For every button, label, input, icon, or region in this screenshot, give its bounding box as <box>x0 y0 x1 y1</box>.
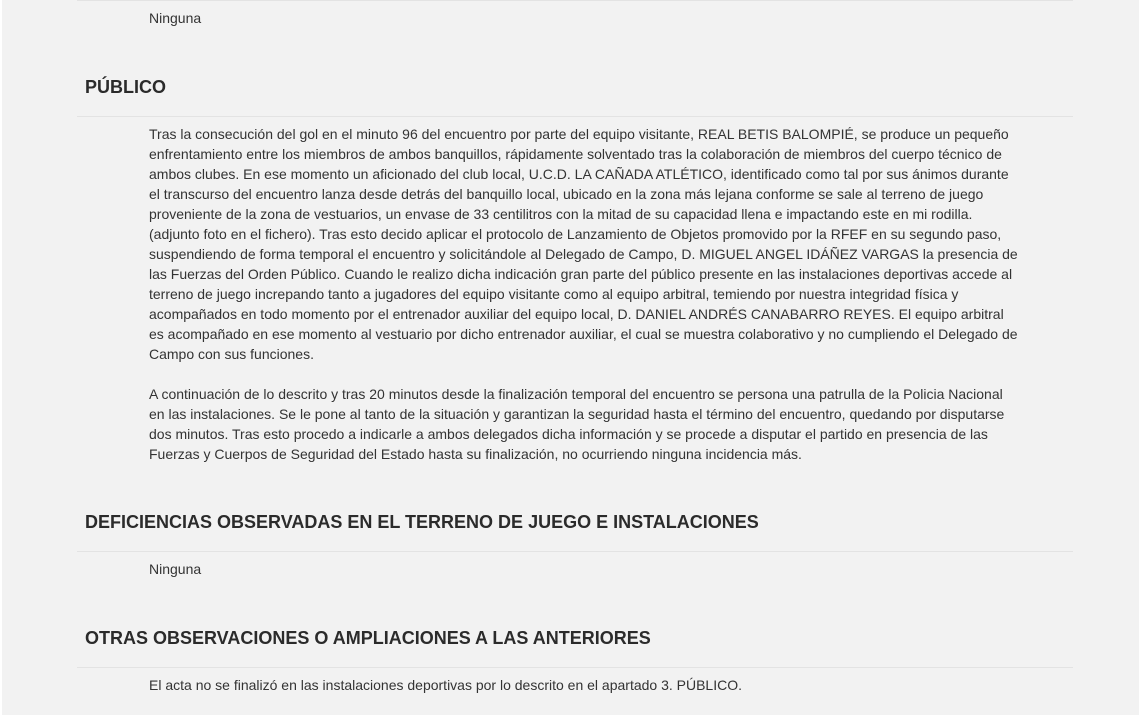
publico-paragraph-2: A continuación de lo descrito y tras 20 minutos desde la finalización temporal del encuentro se persona una patrulla de la Policia Nacional en las instalaciones. Se le pone al tanto de la situación y garantizan la seguridad hasta el término del encuentro, quedando por disputarse dos minutos. Tras esto procedo a indicarle a ambos delegados dicha información y se procede a disputar el partido en presencia de las Fuerzas y Cuerpos de Seguridad del Estado hasta su finalización, no ocurriendo ninguna incidencia más. <box>149 386 1005 462</box>
section-divider <box>77 116 1073 117</box>
publico-paragraph-1: Tras la consecución del gol en el minuto 96 del encuentro por parte del equipo visitante, REAL BETIS BALOMPIÉ, se produce un pequeño enfrentamiento entre los miembros de ambos banquillos, rápidamente solventado tras la colaboración de miembros del cuerpo técnico de ambos clubes. En ese momento un aficionado del club local, U.C.D. LA CAÑADA ATLÉTICO, identificado como tal por sus ánimos durante el transcurso del encuentro lanza desde detrás del banquillo local, ubicado en la zona más lejana conforme se sale al terreno de juego proveniente de la zona de vestuarios, un envase de 33 centilitros con la mitad de su capacidad llena e impactando este en mi rodilla. (adjunto foto en el fichero). Tras esto decido aplicar el protocolo de Lanzamiento de Objetos promovido por la RFEF en su segundo paso, suspendiendo de forma temporal el encuentro y solicitándole al Delegado de Campo, D. MIGUEL ANGEL IDÁÑEZ VARGAS la presencia de las Fuerzas del Orden Público. Cuando le realizo dicha indicación gran parte del público presente en las instalaciones deportivas accede al terreno de juego increpando tanto a jugadores del equipo visitante como al equipo arbitral, temiendo por nuestra integridad física y acompañados en todo momento por el entrenador auxiliar del equipo local, D. DANIEL ANDRÉS CANABARRO REYES. El equipo arbitral es acompañado en ese momento al vestuario por dicho entrenador auxiliar, el cual se muestra colaborativo y no cumpliendo el Delegado de Campo con sus funciones. <box>149 126 1018 362</box>
previous-section-text: Ninguna <box>149 10 202 26</box>
publico-heading: PÚBLICO <box>85 77 166 97</box>
otras-observaciones-text: El acta no se finalizó en las instalaciones deportivas por lo descrito en el apartado 3. PÚBLICO. <box>149 677 742 693</box>
otras-observaciones-heading: OTRAS OBSERVACIONES O AMPLIACIONES A LAS ANTERIORES <box>85 628 651 648</box>
deficiencias-heading: DEFICIENCIAS OBSERVADAS EN EL TERRENO DE JUEGO E INSTALACIONES <box>85 512 759 532</box>
deficiencias-text: Ninguna <box>149 561 202 577</box>
section-divider <box>77 667 1073 668</box>
section-divider <box>77 551 1073 552</box>
section-divider <box>77 0 1073 1</box>
report-page <box>2 0 1139 715</box>
